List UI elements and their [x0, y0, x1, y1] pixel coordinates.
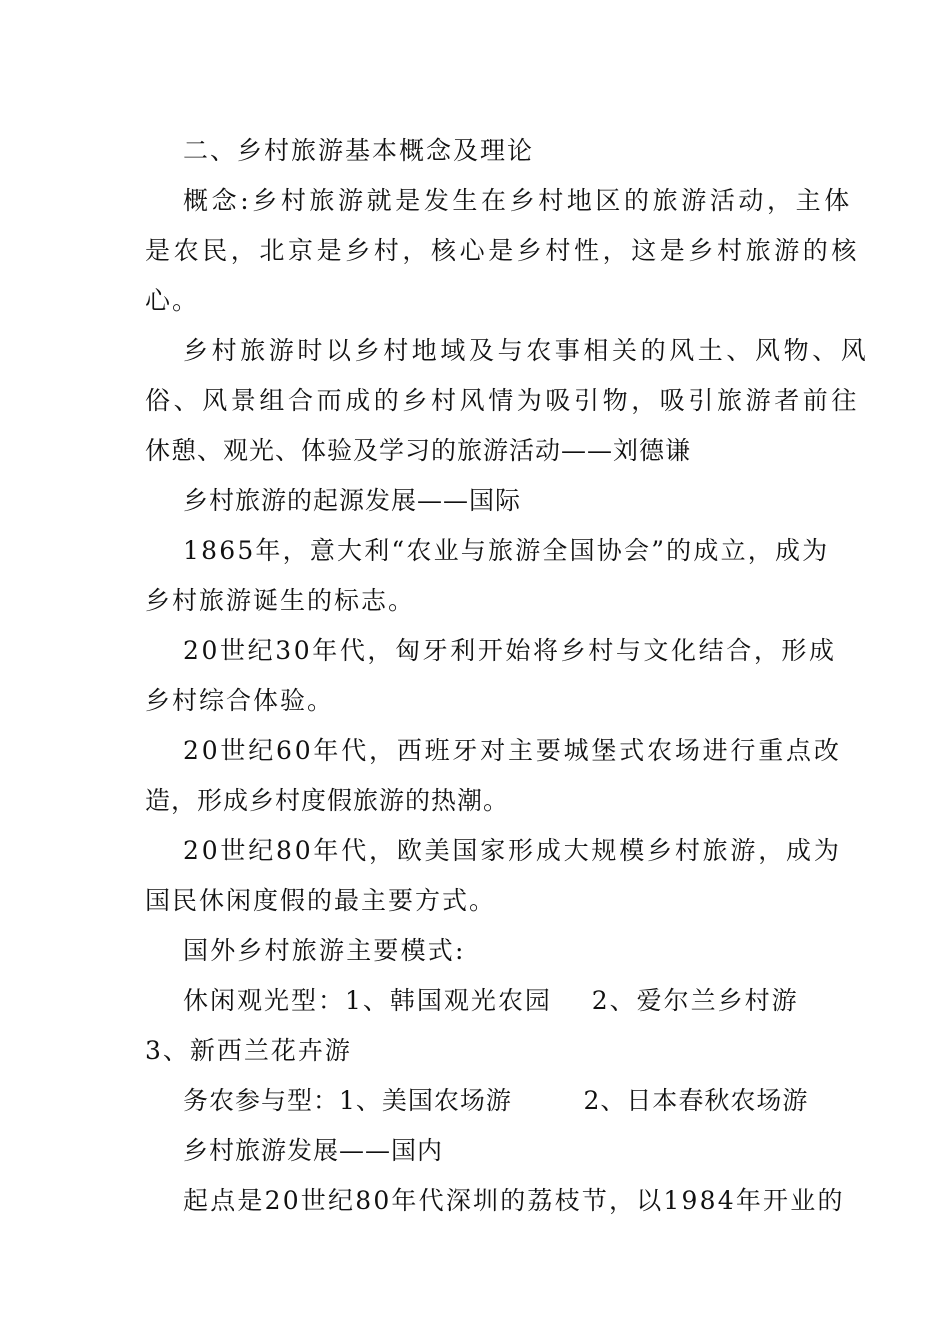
paragraph-line: 造，形成乡村度假旅游的热潮。 [145, 786, 510, 815]
paragraph-line: 乡村综合体验。 [145, 686, 335, 715]
paragraph-line: 20世纪30年代，匈牙利开始将乡村与文化结合，形成 [183, 636, 837, 665]
paragraph-line: 乡村旅游时以乡村地域及与农事相关的风土、风物、风 [183, 336, 870, 365]
paragraph-line: 休闲观光型：1、韩国观光农园 2、爱尔兰乡村游 [183, 986, 799, 1015]
paragraph-line: 国民休闲度假的最主要方式。 [145, 886, 497, 915]
paragraph-line: 俗、风景组合而成的乡村风情为吸引物，吸引旅游者前往 [145, 386, 861, 415]
paragraph-line: 休憩、观光、体验及学习的旅游活动——刘德谦 [145, 436, 692, 465]
subheading: 乡村旅游的起源发展——国际 [183, 486, 522, 515]
paragraph-line: 概念:乡村旅游就是发生在乡村地区的旅游活动，主体 [183, 186, 853, 215]
paragraph-line: 心。 [145, 286, 200, 315]
paragraph-line: 20世纪60年代，西班牙对主要城堡式农场进行重点改 [183, 736, 842, 765]
subheading: 乡村旅游发展——国内 [183, 1136, 444, 1165]
section-heading: 二、乡村旅游基本概念及理论 [183, 136, 535, 165]
subheading: 国外乡村旅游主要模式: [183, 936, 466, 965]
paragraph-line: 起点是20世纪80年代深圳的荔枝节，以1984年开业的 [183, 1186, 845, 1215]
paragraph-line: 1865年，意大利“农业与旅游全国协会”的成立，成为 [183, 536, 830, 565]
paragraph-line: 是农民，北京是乡村，核心是乡村性，这是乡村旅游的核 [145, 236, 861, 265]
paragraph-line: 务农参与型：1、美国农场游 2、日本春秋农场游 [183, 1086, 809, 1115]
paragraph-line: 乡村旅游诞生的标志。 [145, 586, 416, 615]
paragraph-line: 3、新西兰花卉游 [145, 1036, 352, 1065]
paragraph-line: 20世纪80年代，欧美国家形成大规模乡村旅游，成为 [183, 836, 842, 865]
